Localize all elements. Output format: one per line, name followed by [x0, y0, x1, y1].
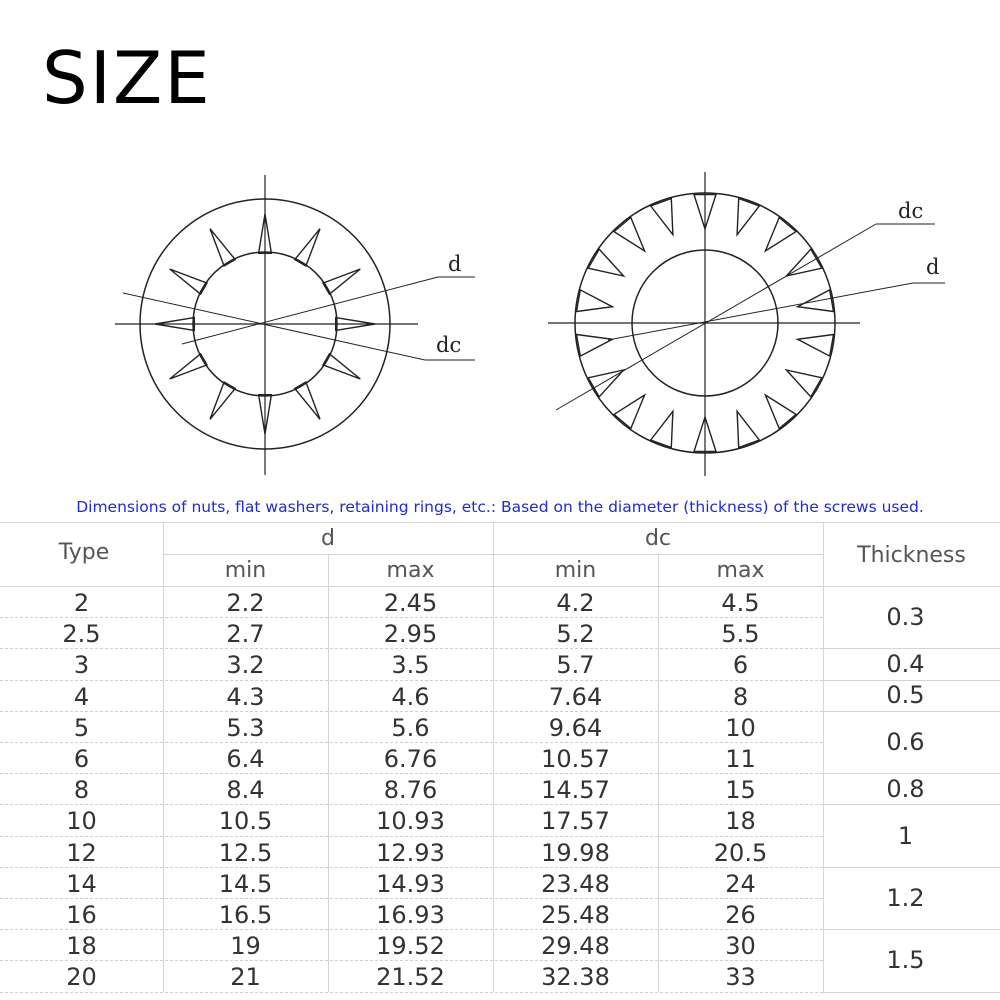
cell-d-min: 12.5: [218, 838, 273, 867]
grid-line: [823, 522, 824, 992]
cell-d-max: 6.76: [383, 745, 438, 773]
cell-type: 3: [73, 651, 90, 680]
cell-d-max: 19.52: [376, 932, 445, 961]
table-row: [0, 617, 823, 648]
cell-type: 10: [66, 807, 97, 836]
left-d-label: d: [448, 252, 462, 276]
table-row: [0, 586, 823, 617]
cell-thickness: 1.2: [886, 884, 925, 912]
cell-d-max: 12.93: [376, 838, 445, 867]
cell-dc-min: 4.2: [556, 589, 595, 617]
cell-d-max: 10.93: [376, 807, 445, 836]
header-d-min: min: [224, 558, 267, 583]
cell-dc-min: 32.38: [541, 963, 610, 992]
cell-dc-min: 25.48: [541, 901, 610, 929]
cell-d-max: 3.5: [391, 651, 430, 680]
cell-d-min: 21: [230, 963, 261, 992]
cell-thickness: 1: [897, 821, 914, 850]
cell-d-min: 14.5: [218, 869, 273, 898]
cell-thickness: 0.3: [886, 603, 925, 632]
right-tooth: [614, 218, 645, 252]
table-row: [0, 804, 823, 835]
size-table: [0, 520, 1000, 1000]
grid-line: [823, 992, 1000, 993]
cell-d-min: 16.5: [218, 901, 273, 929]
cell-type: 2: [73, 589, 90, 617]
grid-line: [0, 992, 823, 993]
page-title: SIZE: [42, 36, 212, 120]
cell-type: 20: [66, 963, 97, 992]
grid-line: [823, 929, 1000, 930]
cell-dc-max: 5.5: [721, 620, 760, 649]
cell-type: 18: [66, 932, 97, 961]
header-dc-min: min: [554, 558, 597, 583]
cell-dc-max: 4.5: [721, 589, 760, 617]
header-d-max: max: [386, 558, 435, 583]
cell-d-max: 14.93: [376, 869, 445, 898]
cell-dc-min: 17.57: [541, 807, 610, 836]
cell-thickness: 1.5: [886, 946, 925, 975]
table-row: [0, 742, 823, 773]
cell-d-max: 2.45: [383, 589, 438, 617]
right-tooth: [588, 249, 623, 276]
header-type: Type: [58, 540, 110, 565]
table-row: [0, 648, 823, 679]
right-tooth: [577, 335, 613, 357]
cell-dc-min: 14.57: [541, 776, 610, 805]
cell-type: 14: [66, 869, 97, 898]
right-tooth: [786, 370, 821, 397]
right-tooth: [614, 395, 645, 429]
cell-dc-max: 33: [725, 963, 756, 992]
right-tooth: [798, 290, 834, 312]
cell-thickness: 0.6: [886, 728, 925, 756]
cell-d-max: 21.52: [376, 963, 445, 992]
cell-d-max: 2.95: [383, 620, 438, 649]
cell-d-max: 16.93: [376, 901, 445, 929]
left-d-leader: [182, 277, 438, 344]
grid-line: [823, 804, 1000, 805]
cell-d-min: 6.4: [226, 745, 265, 773]
right-tooth: [765, 218, 796, 252]
right-tooth: [798, 335, 834, 357]
grid-line: [823, 867, 1000, 868]
cell-thickness: 0.5: [886, 681, 925, 710]
table-row: [0, 867, 823, 898]
cell-d-max: 5.6: [391, 713, 430, 742]
cell-d-min: 2.2: [226, 589, 265, 617]
table-row: [0, 773, 823, 804]
cell-dc-max: 15: [725, 776, 756, 805]
cell-dc-min: 29.48: [541, 932, 610, 961]
cell-thickness: 0.4: [886, 650, 925, 678]
right-tooth: [765, 395, 796, 429]
table-row: [0, 711, 823, 742]
cell-d-min: 3.2: [226, 651, 265, 680]
cell-type: 6: [73, 745, 90, 773]
cell-d-max: 4.6: [391, 682, 430, 711]
left-dc-label: dc: [436, 333, 462, 357]
cell-type: 2.5: [62, 620, 101, 649]
cell-type: 16: [66, 901, 97, 929]
table-row: [0, 898, 823, 929]
cell-type: 5: [73, 713, 90, 742]
cell-thickness: 0.8: [886, 774, 925, 803]
cell-dc-max: 26: [725, 901, 756, 929]
cell-dc-min: 7.64: [548, 682, 603, 711]
cell-dc-max: 8: [732, 682, 749, 711]
cell-dc-max: 6: [732, 651, 749, 680]
cell-type: 4: [73, 682, 90, 711]
header-dc: dc: [644, 526, 672, 551]
dimension-note: Dimensions of nuts, flat washers, retaining rings, etc.: Based on the diameter (thickness) of the screws used.: [76, 498, 924, 516]
cell-type: 8: [73, 776, 90, 805]
table-row: [0, 680, 823, 711]
cell-d-min: 4.3: [226, 682, 265, 711]
cell-d-min: 8.4: [226, 776, 265, 805]
cell-dc-max: 30: [725, 932, 756, 961]
cell-dc-max: 20.5: [713, 838, 768, 867]
table-row: [0, 836, 823, 867]
cell-dc-min: 5.7: [556, 651, 595, 680]
header-dc-max: max: [716, 558, 765, 583]
cell-d-max: 8.76: [383, 776, 438, 805]
washer-diagrams: [0, 160, 1000, 490]
cell-dc-max: 18: [725, 807, 756, 836]
right-d-label: d: [926, 255, 940, 279]
cell-d-min: 2.7: [226, 620, 265, 649]
cell-dc-max: 24: [725, 869, 756, 898]
cell-d-min: 19: [230, 932, 261, 961]
grid-line: [0, 522, 1000, 523]
grid-line: [823, 711, 1000, 712]
cell-d-min: 10.5: [218, 807, 273, 836]
cell-dc-max: 11: [725, 745, 756, 773]
cell-dc-min: 19.98: [541, 838, 610, 867]
right-dc-label: dc: [898, 199, 924, 223]
cell-dc-min: 23.48: [541, 869, 610, 898]
cell-dc-min: 5.2: [556, 620, 595, 649]
header-d: d: [321, 526, 335, 551]
table-row: [0, 960, 823, 991]
header-thickness: Thickness: [857, 543, 966, 568]
right-tooth: [577, 290, 613, 312]
right-dc-leader: [556, 224, 876, 410]
cell-dc-min: 10.57: [541, 745, 610, 773]
cell-dc-max: 10: [725, 713, 756, 742]
right-tooth: [786, 249, 821, 276]
table-row: [0, 929, 823, 960]
external-tooth-washer-diagram: [548, 172, 945, 476]
cell-type: 12: [66, 838, 97, 867]
cell-dc-min: 9.64: [548, 713, 603, 742]
cell-d-min: 5.3: [226, 713, 265, 742]
internal-tooth-washer-diagram: [115, 175, 475, 475]
